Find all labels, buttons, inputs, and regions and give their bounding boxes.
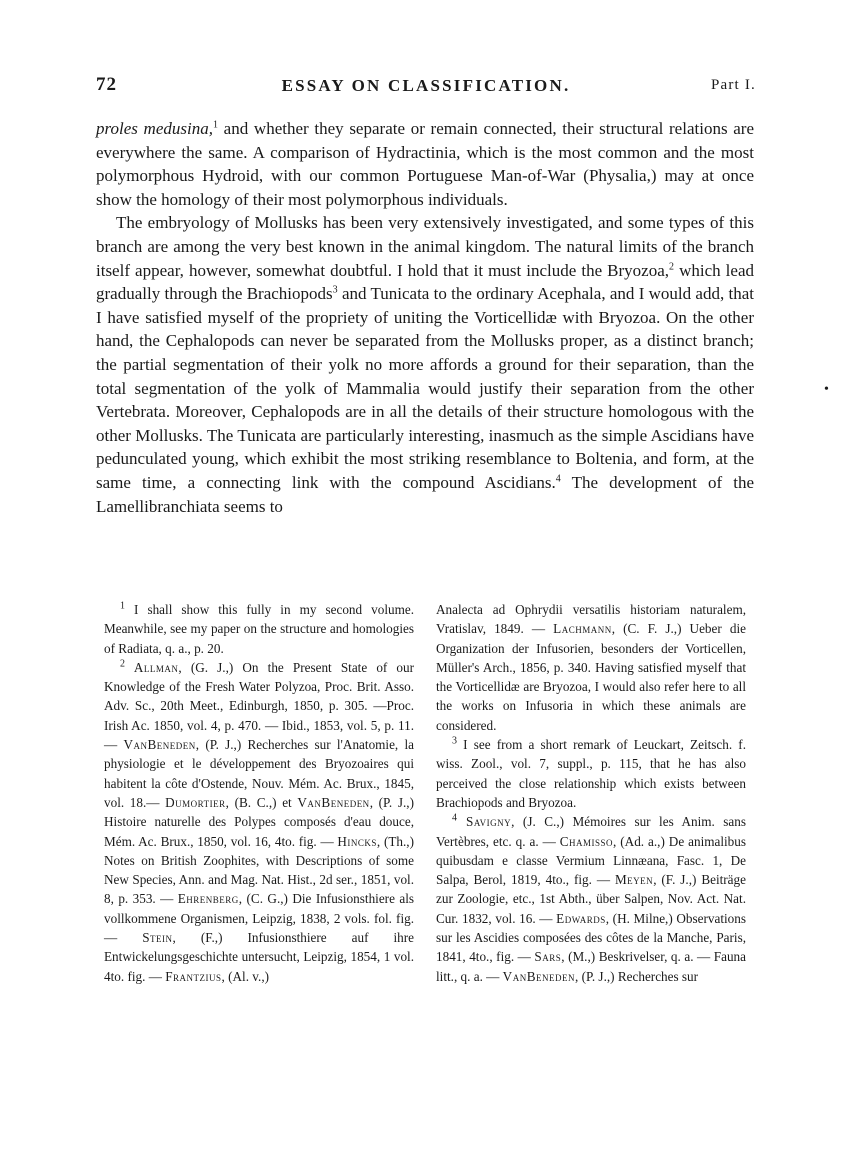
page-header — [96, 74, 756, 104]
footnote-text: , (F. J.,) Beiträge zur Zoologie, etc., 1st Abth., über Salpen, Nov. Act. Nat. Cur. 1832, vol. 16. — — [436, 872, 746, 926]
author-name: VanBeneden — [123, 737, 196, 753]
paragraph-mollusks — [96, 211, 754, 518]
footnote-text: , (C. G.,) Die Infusionsthiere als vollkommene Organismen, Leipzig, 1838, 2 vols. fol. fig. — — [104, 891, 414, 946]
footnote-4 — [436, 812, 746, 986]
footnote-1 — [104, 600, 414, 658]
paragraph-text: which lead gradually through the Brachiopods — [96, 260, 754, 304]
footnote-ref: 3 — [332, 284, 338, 296]
footnote-text: , (M.,) Beskrivelser, q. a. — Fauna litt., q. a. — — [436, 949, 746, 984]
footnote-text: Analecta ad Ophrydii versatilis historiam naturalem, Vratislav, 1849. — — [436, 602, 746, 637]
footnote-number: 2 — [120, 658, 125, 670]
footnote-text: , (Al. v.,) — [221, 968, 270, 984]
paragraph-continuation — [96, 117, 754, 211]
footnote-ref: 1 — [212, 119, 218, 131]
footnote-2 — [104, 658, 414, 986]
footnote-ref: 4 — [555, 473, 561, 485]
author-name: Meyen — [614, 872, 654, 888]
footnote-text: I shall show this fully in my second volume. Meanwhile, see my paper on the structure and homologies of Radiata, q. a., p. 20. — [104, 602, 414, 656]
footnote-2-continued — [436, 600, 746, 735]
paragraph-text: and Tunicata to the ordinary Acephala, and I would add, that I have satisfied myself of the propriety of uniting the Vorticellidæ with Bryozoa. On the other hand, the Cephalopods can never be separated from the Mollusks proper, as a distinct branch; the partial segmentation of their yolk no more affords a ground for their separation, than the total segmentation of the yolk of Mammalia would justify their separation from the other Vertebrata. Moreover, Cephalopods are in all the details of their structure homologous with the other Mollusks. The Tunicata are particularly interesting, inasmuch as the simple Ascidians have pedunculated young, which exhibit the most striking resemblance to Boltenia, and form, at the same time, a connecting link with the compound Ascidians. — [96, 284, 755, 492]
footnote-text: I see from a short remark of Leuckart, Zeitsch. f. wiss. Zool., vol. 7, suppl., p. 115, that he has also perceived the close relationship which exists between Brachiopods and Bryozoa. — [436, 737, 746, 810]
author-name: Lachmann — [553, 621, 612, 637]
author-name: Frantzius — [165, 968, 222, 984]
footnote-text: , (Ad. a.,) De animalibus quibusdam e classe Vermium Linnæana, Fasc. 1, De Salpa, Berol, 1819, 4to., fig. — — [436, 833, 746, 888]
paragraph-text: The embryology of Mollusks has been very extensively investigated, and some types of this branch are among the very best known in the animal kingdom. The natural limits of the branch itself appear, however, somewhat doubtful. I hold that it must include the Bryozoa, — [96, 213, 754, 280]
footnote-text: , (B. C.,) et — [225, 794, 298, 810]
page-number: 72 — [96, 74, 117, 95]
running-title: ESSAY ON CLASSIFICATION. — [281, 76, 571, 95]
italic-phrase: proles medusina, — [96, 119, 213, 138]
author-name: Edwards — [556, 910, 606, 926]
footnote-3 — [436, 735, 746, 812]
author-name: Hincks — [337, 833, 377, 849]
author-name: VanBeneden — [297, 794, 370, 810]
margin-mark: • — [824, 382, 829, 397]
author-name: Allman — [125, 659, 179, 675]
paragraph-text: and whether they separate or remain connected, their structural relations are everywhere the same. A comparison of Hydractinia, which is the most common and the most polymorphous Hydroid, with our common Portuguese Man-of-War (Physalia,) may at once show the homology of their most polymorphous individuals. — [96, 119, 755, 209]
footnote-text: , (J. C.,) Mémoires sur les Anim. sans Vertèbres, etc. q. a. — — [436, 814, 746, 849]
author-name: Savigny — [457, 814, 512, 830]
author-name: Ehrenberg — [177, 891, 239, 907]
author-name: Chamisso — [559, 833, 614, 849]
footnote-text: , (Th.,) Notes on British Zoophites, with Descriptions of some New Species, Ann. and Mag. Nat. Hist., 2d ser., 1851, vol. 8, p. 353. — — [104, 833, 414, 907]
footnote-number: 4 — [452, 812, 457, 824]
footnotes-left-column — [104, 600, 414, 986]
footnotes-right-column — [436, 600, 746, 986]
footnote-text: , (H. Milne,) Observations sur les Ascidies composées des côtes de la Manche, Paris, 1841, 4to., fig. — — [436, 910, 746, 965]
footnote-text: , (P. J.,) Histoire naturelle des Polypes composés d'eau douce, Mém. Ac. Brux., 1850, vol. 16, 4to. fig. — — [104, 794, 414, 849]
main-text — [96, 117, 754, 518]
author-name: VanBeneden — [502, 968, 575, 984]
author-name: Sars — [534, 949, 562, 965]
footnote-text: , (P. J.,) Recherches sur — [574, 968, 699, 984]
footnote-text: , (F.,) Infusionsthiere auf ihre Entwickelungsgeschichte untersucht, Leipzig, 1854, 1 vol. 4to. fig. — — [104, 930, 414, 984]
footnote-text: , (C. F. J.,) Ueber die Organization der Infusorien, besonders der Vorticellen, Müller's Arch., 1856, p. 340. Having satisfied myself that the Vorticellidæ are Bryozoa, I would also refer here to all the works on Infusoria in which these animals are considered. — [436, 621, 746, 733]
paragraph-text: The development of the Lamellibranchiata seems to — [96, 472, 755, 516]
author-name: Stein — [142, 930, 173, 946]
footnote-number: 3 — [452, 735, 457, 747]
part-label: Part I. — [710, 77, 756, 93]
author-name: Dumortier — [165, 794, 226, 810]
footnote-number: 1 — [120, 600, 125, 612]
footnote-text: , (P. J.,) Recherches sur l'Anatomie, la physiologie et le développement des Bryozoaires qui habitent la côte d'Ostende, Nouv. Mém. Ac. Brux., 1845, vol. 18.— — [104, 737, 415, 810]
footnote-text: , (G. J.,) On the Present State of our Knowledge of the Fresh Water Polyzoa, Proc. Brit. Asso. Adv. Sc., 20th Meet., Edinburgh, 1850, p. 305. —Proc. Irish Ac. 1850, vol. 4, p. 470. — Ibid., 1853, vol. 5, p. 11. — — [104, 659, 415, 753]
footnote-ref: 2 — [669, 260, 675, 272]
